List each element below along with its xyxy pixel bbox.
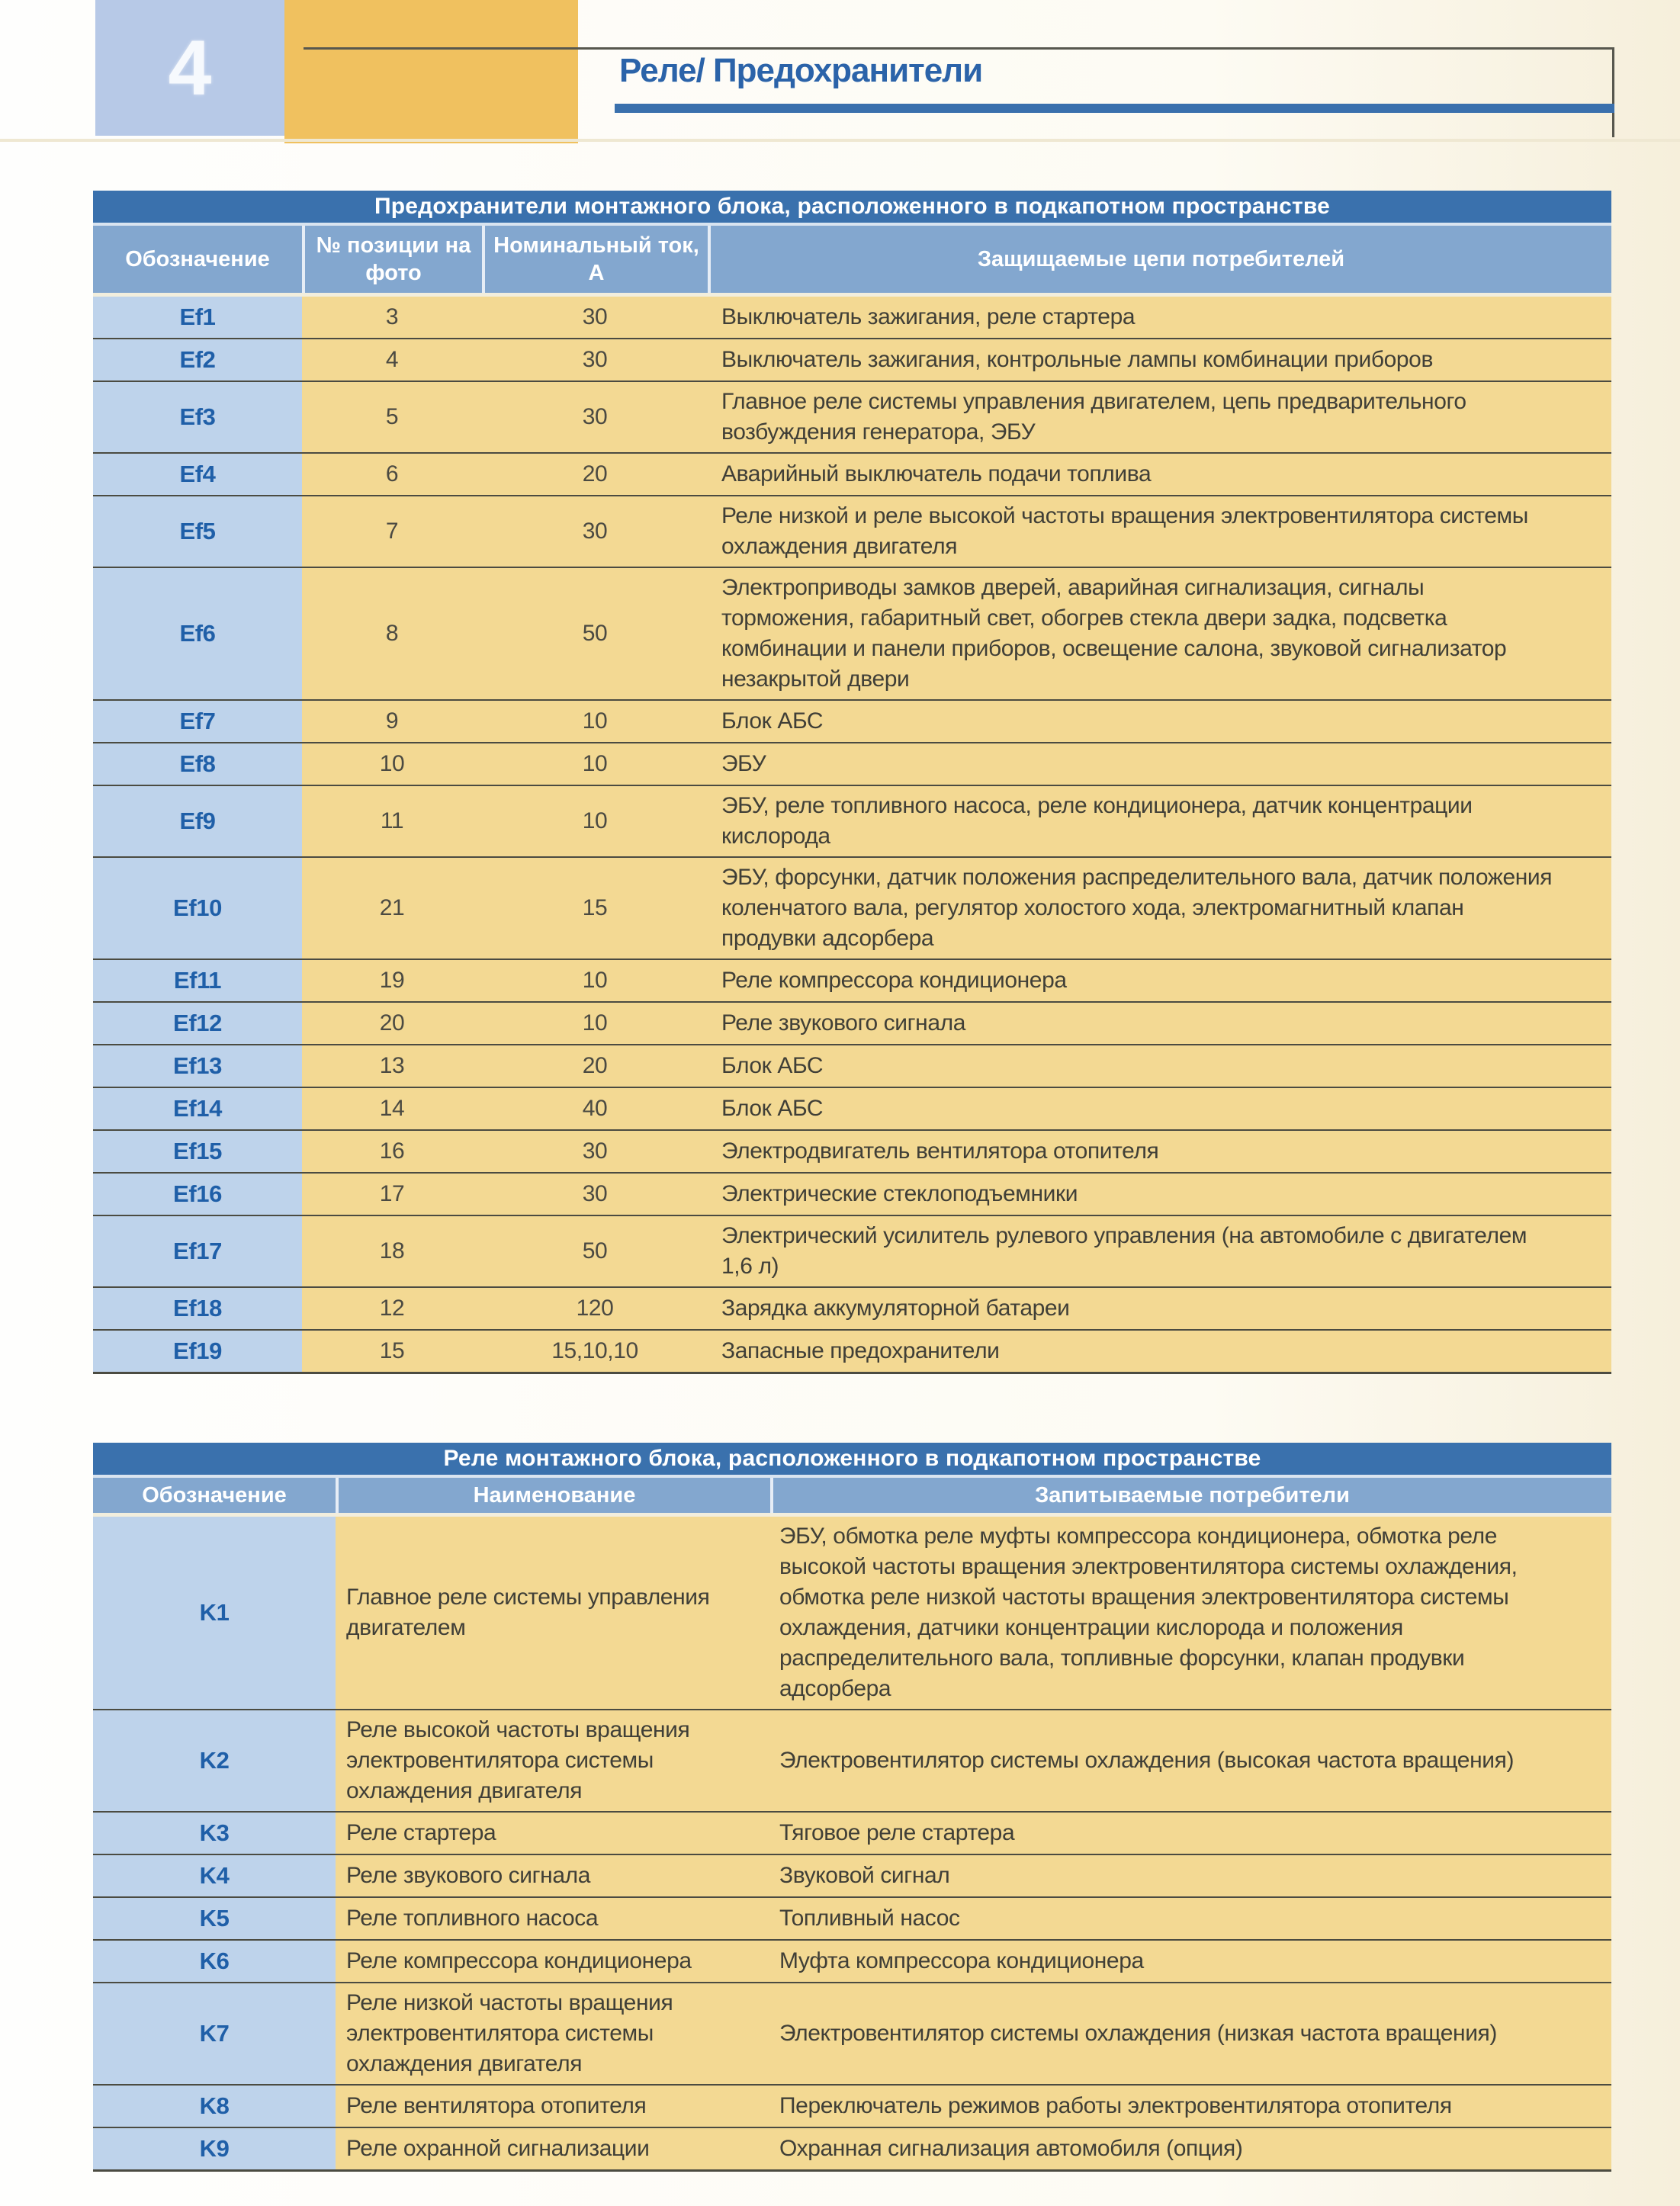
table-cell	[336, 2128, 770, 2169]
row-label-cell	[93, 1131, 302, 1172]
table-row	[93, 699, 1611, 742]
cell-text: 10	[582, 1010, 608, 1036]
table-cell	[708, 1288, 1611, 1329]
cell-text: Реле охранной сигнализации	[346, 2136, 650, 2161]
row-label-cell	[93, 1288, 302, 1329]
column-header: Запитываемые потребители	[770, 1478, 1611, 1513]
cell-text: Электровентилятор системы охлаждения (высокая частота вращения)	[779, 1748, 1515, 1773]
row-label-cell	[93, 1898, 336, 1939]
cell-text: Ef14	[173, 1095, 222, 1122]
cell-text: Ef9	[179, 808, 216, 834]
table-cell	[302, 496, 482, 567]
cell-text: 120	[576, 1296, 614, 1321]
cell-text: 8	[385, 621, 399, 646]
cell-text: ЭБУ	[721, 751, 766, 776]
table-row	[93, 452, 1611, 495]
cell-text: Ef13	[173, 1052, 222, 1079]
cell-text: 30	[582, 347, 608, 372]
cell-text: 19	[379, 968, 405, 993]
table-cell	[302, 1045, 482, 1087]
table-row	[93, 2084, 1611, 2127]
row-label-cell	[93, 339, 302, 381]
table-cell	[708, 1088, 1611, 1129]
table-row	[93, 1172, 1611, 1215]
column-header: Защищаемые цепи потребителей	[708, 226, 1611, 293]
cell-text: 50	[582, 621, 608, 646]
cell-text: 20	[582, 1053, 608, 1078]
table-row	[93, 1854, 1611, 1896]
cell-text: Реле звукового сигнала	[721, 1010, 966, 1036]
cell-text: Реле компрессора кондиционера	[721, 968, 1067, 993]
table-cell	[708, 382, 1611, 452]
cell-text: Реле топливного насоса	[346, 1906, 599, 1931]
table-cell	[336, 1855, 770, 1896]
cell-text: 16	[379, 1138, 405, 1164]
table-cell	[770, 1941, 1611, 1982]
cell-text: K4	[199, 1862, 230, 1889]
cell-text: Главное реле системы управления двигателем	[346, 1585, 710, 1640]
cell-text: 10	[379, 751, 405, 776]
cell-text: 10	[582, 708, 608, 734]
table-cell	[482, 1088, 708, 1129]
cell-text: 15,10,10	[551, 1338, 638, 1363]
cell-text: Реле низкой частоты вращения электровентилятора системы охлаждения двигателя	[346, 1990, 673, 2076]
table-cell	[302, 786, 482, 856]
cell-text: 6	[385, 461, 399, 486]
row-label-cell	[93, 960, 302, 1001]
cell-text: Блок АБС	[721, 1096, 824, 1121]
cell-text: K5	[199, 1905, 230, 1931]
table-cell	[302, 297, 482, 338]
cell-text: 5	[385, 404, 399, 429]
table-cell	[708, 858, 1611, 959]
row-label-cell	[93, 743, 302, 785]
cell-text: 4	[385, 347, 399, 372]
table-cell	[336, 1517, 770, 1709]
table-cell	[708, 496, 1611, 567]
cell-text: Звуковой сигнал	[779, 1863, 950, 1888]
table-row	[93, 959, 1611, 1001]
cell-text: Ef1	[179, 303, 216, 330]
cell-text: 30	[582, 1138, 608, 1164]
table-cell	[302, 339, 482, 381]
table-cell	[336, 2086, 770, 2127]
table-cell	[482, 1288, 708, 1329]
cell-text: Тяговое реле стартера	[779, 1820, 1015, 1845]
table-row	[93, 856, 1611, 959]
table-cell	[482, 1216, 708, 1286]
table-row	[93, 742, 1611, 785]
cell-text: 50	[582, 1238, 608, 1264]
table-row	[93, 381, 1611, 452]
table-cell	[482, 960, 708, 1001]
page-title: Реле/ Предохранители	[619, 52, 983, 89]
table-cell	[302, 1003, 482, 1044]
table-cell	[482, 1003, 708, 1044]
cell-text: 40	[582, 1096, 608, 1121]
cell-text: Топливный насос	[779, 1906, 960, 1931]
table-cell	[302, 1131, 482, 1172]
page-header	[0, 0, 1680, 191]
cell-text: 30	[582, 519, 608, 544]
cell-text: 14	[379, 1096, 405, 1121]
table-cell	[708, 1003, 1611, 1044]
table-title: Предохранители монтажного блока, расположенного в подкапотном пространстве	[93, 191, 1611, 226]
table-row	[93, 338, 1611, 381]
cell-text: K9	[199, 2135, 230, 2162]
cell-text: Переключатель режимов работы электровентилятора отопителя	[779, 2093, 1452, 2118]
table-header-row	[93, 1478, 1611, 1517]
cell-text: 21	[379, 895, 405, 920]
table-row	[93, 1329, 1611, 1372]
cell-text: Реле высокой частоты вращения электровентилятора системы охлаждения двигателя	[346, 1717, 690, 1803]
cell-text: Ef5	[179, 518, 216, 544]
column-header: Номинальный ток, А	[482, 226, 708, 293]
cell-text: Электрические стеклоподъемники	[721, 1181, 1078, 1206]
row-label-cell	[93, 858, 302, 959]
cell-text: K2	[199, 1747, 230, 1774]
table-row	[93, 1811, 1611, 1854]
table-cell	[708, 297, 1611, 338]
cell-text: ЭБУ, обмотка реле муфты компрессора кондиционера, обмотка реле высокой частоты вращения электровентилятора системы охлаждения, обмотка реле низкой частоты вращения электровентилятора системы охлаждения, датчики концентрации кислорода и положения распределительного вала, топливные форсунки, клапан продувки адсорбера	[779, 1524, 1518, 1701]
table-cell	[482, 858, 708, 959]
row-label-cell	[93, 297, 302, 338]
row-label-cell	[93, 1855, 336, 1896]
header-top-rule	[304, 47, 1614, 50]
cell-text: Ef7	[179, 708, 216, 734]
table-cell	[708, 568, 1611, 699]
table-cell	[302, 743, 482, 785]
table-cell	[482, 454, 708, 495]
table-cell	[336, 1983, 770, 2084]
table-cell	[708, 454, 1611, 495]
table-cell	[770, 2128, 1611, 2169]
table-cell	[482, 382, 708, 452]
table-row	[93, 1129, 1611, 1172]
row-label-cell	[93, 1088, 302, 1129]
table-cell	[482, 701, 708, 742]
row-label-cell	[93, 1813, 336, 1854]
cell-text: Реле вентилятора отопителя	[346, 2093, 647, 2118]
cell-text: 30	[582, 1181, 608, 1206]
table-row	[93, 2127, 1611, 2169]
table-cell	[708, 743, 1611, 785]
table-cell	[770, 1855, 1611, 1896]
column-header: Обозначение	[125, 247, 270, 271]
table-row	[93, 1087, 1611, 1129]
table-cell	[302, 701, 482, 742]
row-label-cell	[93, 496, 302, 567]
cell-text: 20	[582, 461, 608, 486]
column-header: № позиции на фото	[302, 226, 482, 293]
table-cell	[708, 339, 1611, 381]
cell-text: 3	[385, 304, 399, 329]
cell-text: Ef8	[179, 750, 216, 777]
row-label-cell	[93, 1517, 336, 1709]
table-cell	[770, 1517, 1611, 1709]
cell-text: K8	[199, 2092, 230, 2119]
cell-text: Ef16	[173, 1180, 222, 1207]
table-cell	[482, 1174, 708, 1215]
cell-text: Реле звукового сигнала	[346, 1863, 591, 1888]
row-label-cell	[93, 1331, 302, 1372]
cell-text: Реле низкой и реле высокой частоты вращения электровентилятора системы охлаждения двигателя	[721, 503, 1528, 559]
cell-text: 10	[582, 808, 608, 833]
cell-text: 18	[379, 1238, 405, 1264]
table-row	[93, 495, 1611, 567]
row-label-cell	[93, 701, 302, 742]
header-accent-box	[284, 0, 578, 143]
cell-text: Запасные предохранители	[721, 1338, 1000, 1363]
table-cell	[770, 2086, 1611, 2127]
cell-text: 10	[582, 751, 608, 776]
cell-text: Электрический усилитель рулевого управления (на автомобиле с двигателем 1,6 л)	[721, 1223, 1527, 1279]
cell-text: Электроприводы замков дверей, аварийная сигнализация, сигналы торможения, габаритный свет, обогрев стекла двери задка, подсветка комбинации и панели приборов, освещение салона, звуковой сигнализатор незакрытой двери	[721, 575, 1507, 692]
table-cell	[302, 1174, 482, 1215]
row-label-cell	[93, 1174, 302, 1215]
table-cell	[708, 1131, 1611, 1172]
table-cell	[482, 568, 708, 699]
table-row	[93, 297, 1611, 338]
table-cell	[302, 568, 482, 699]
row-label-cell	[93, 568, 302, 699]
cell-text: Главное реле системы управления двигателем, цепь предварительного возбуждения генератора, ЭБУ	[721, 389, 1466, 445]
cell-text: 30	[582, 404, 608, 429]
cell-text: 9	[385, 708, 399, 734]
header-divider	[0, 139, 1680, 142]
row-label-cell	[93, 382, 302, 452]
cell-text: Блок АБС	[721, 708, 824, 734]
cell-text: Ef19	[173, 1337, 222, 1364]
cell-text: 13	[379, 1053, 405, 1078]
table-header-row	[93, 226, 1611, 297]
table-row	[93, 1517, 1611, 1709]
table-cell	[302, 960, 482, 1001]
cell-text: Ef11	[173, 967, 222, 994]
cell-text: Ef2	[179, 346, 216, 373]
table-cell	[302, 1216, 482, 1286]
cell-text: 7	[385, 519, 399, 544]
table-cell	[336, 1898, 770, 1939]
cell-text: Ef17	[173, 1238, 222, 1264]
row-label-cell	[93, 1045, 302, 1087]
table-cell	[302, 1288, 482, 1329]
row-label-cell	[93, 1003, 302, 1044]
cell-text: Муфта компрессора кондиционера	[779, 1948, 1144, 1973]
table-row	[93, 1286, 1611, 1329]
table-cell	[708, 701, 1611, 742]
table-cell	[708, 1216, 1611, 1286]
cell-text: K6	[199, 1948, 230, 1974]
cell-text: 15	[582, 895, 608, 920]
table-row	[93, 1044, 1611, 1087]
cell-text: Охранная сигнализация автомобиля (опция)	[779, 2136, 1243, 2161]
content-area	[93, 191, 1611, 2172]
fuse-table	[93, 191, 1611, 1374]
table-cell	[708, 960, 1611, 1001]
table-row	[93, 1982, 1611, 2084]
table-title: Реле монтажного блока, расположенного в подкапотном пространстве	[93, 1443, 1611, 1478]
table-row	[93, 785, 1611, 856]
row-label-cell	[93, 2128, 336, 2169]
table-cell	[336, 1710, 770, 1811]
table-cell	[482, 743, 708, 785]
cell-text: Ef10	[173, 894, 222, 921]
table-cell	[482, 339, 708, 381]
page-number-box	[95, 0, 284, 136]
table-row	[93, 1709, 1611, 1811]
table-cell	[708, 1331, 1611, 1372]
table-cell	[708, 786, 1611, 856]
table-cell	[482, 297, 708, 338]
table-cell	[336, 1813, 770, 1854]
cell-text: Ef15	[173, 1138, 222, 1164]
table-cell	[482, 1331, 708, 1372]
cell-text: Электровентилятор системы охлаждения (низкая частота вращения)	[779, 2021, 1497, 2046]
cell-text: Блок АБС	[721, 1053, 824, 1078]
row-label-cell	[93, 2086, 336, 2127]
cell-text: 15	[379, 1338, 405, 1363]
table-cell	[302, 382, 482, 452]
table-cell	[482, 1045, 708, 1087]
row-label-cell	[93, 454, 302, 495]
table-row	[93, 1215, 1611, 1286]
table-cell	[482, 1131, 708, 1172]
table-cell	[302, 454, 482, 495]
table-cell	[302, 858, 482, 959]
cell-text: 20	[379, 1010, 405, 1036]
cell-text: 30	[582, 304, 608, 329]
cell-text: 12	[379, 1296, 405, 1321]
table-row	[93, 1896, 1611, 1939]
cell-text: Зарядка аккумуляторной батареи	[721, 1296, 1070, 1321]
cell-text: Ef18	[173, 1295, 222, 1321]
header-right-rule	[1612, 47, 1614, 137]
table-row	[93, 1001, 1611, 1044]
row-label-cell	[93, 1216, 302, 1286]
cell-text: K7	[199, 2020, 230, 2047]
row-label-cell	[93, 1941, 336, 1982]
cell-text: ЭБУ, форсунки, датчик положения распределительного вала, датчик положения коленчатого вала, регулятор холостого хода, электромагнитный клапан продувки адсорбера	[721, 865, 1553, 951]
table-cell	[482, 786, 708, 856]
cell-text: 11	[380, 808, 404, 833]
table-cell	[482, 496, 708, 567]
cell-text: Ef3	[179, 403, 216, 430]
table-cell	[302, 1331, 482, 1372]
table-cell	[770, 1710, 1611, 1811]
cell-text: Электродвигатель вентилятора отопителя	[721, 1138, 1159, 1164]
table-row	[93, 567, 1611, 699]
page-number: 4	[168, 24, 212, 111]
cell-text: ЭБУ, реле топливного насоса, реле кондиционера, датчик концентрации кислорода	[721, 793, 1473, 849]
row-label-cell	[93, 786, 302, 856]
cell-text: Ef4	[179, 461, 216, 487]
cell-text: Ef12	[173, 1010, 222, 1036]
cell-text: Ef6	[179, 620, 216, 647]
table-cell	[770, 1898, 1611, 1939]
title-underline	[615, 104, 1614, 113]
table-cell	[770, 1813, 1611, 1854]
cell-text: 10	[582, 968, 608, 993]
table-cell	[336, 1941, 770, 1982]
cell-text: Реле стартера	[346, 1820, 496, 1845]
table-cell	[708, 1174, 1611, 1215]
cell-text: K1	[199, 1599, 230, 1626]
cell-text: Реле компрессора кондиционера	[346, 1948, 692, 1973]
row-label-cell	[93, 1983, 336, 2084]
column-header: Наименование	[336, 1478, 770, 1513]
cell-text: K3	[199, 1819, 230, 1846]
cell-text: 17	[379, 1181, 405, 1206]
relay-table	[93, 1443, 1611, 2172]
table-cell	[708, 1045, 1611, 1087]
row-label-cell	[93, 1710, 336, 1811]
table-row	[93, 1939, 1611, 1982]
cell-text: Выключатель зажигания, контрольные лампы комбинации приборов	[721, 347, 1433, 372]
cell-text: Аварийный выключатель подачи топлива	[721, 461, 1152, 486]
column-header: Обозначение	[142, 1483, 287, 1508]
cell-text: Выключатель зажигания, реле стартера	[721, 304, 1136, 329]
table-cell	[770, 1983, 1611, 2084]
table-cell	[302, 1088, 482, 1129]
